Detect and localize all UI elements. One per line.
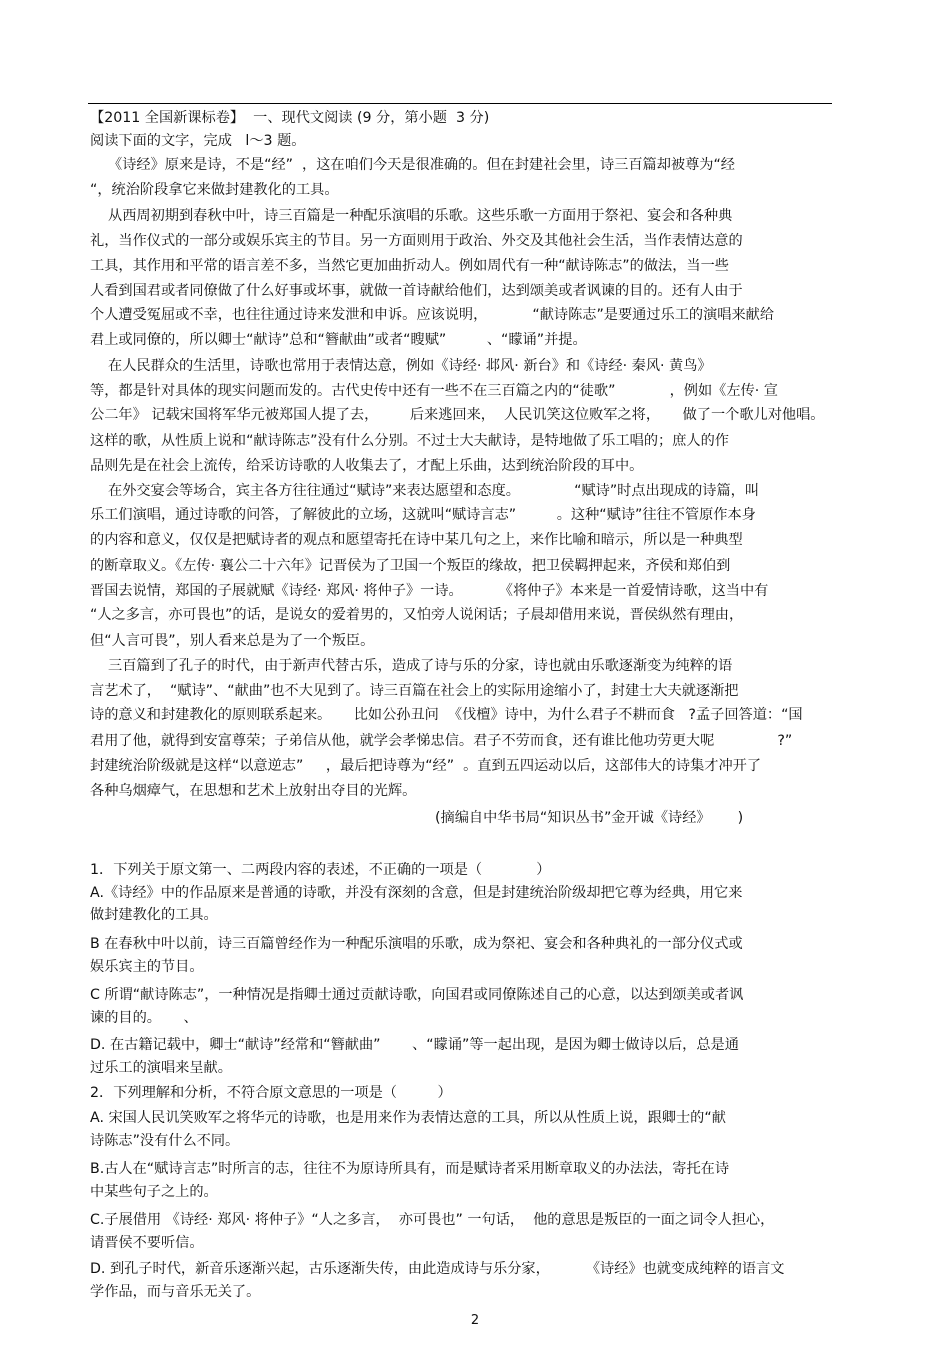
page-number: 2 xyxy=(470,1313,480,1328)
instruction-line: 阅读下面的文字，完成 l～3 题。 xyxy=(90,133,306,149)
passage-line: 君用了他，就得到安富尊荣；子弟信从他，就学会孝悌忠信。君子不劳而食，还有谁比他功劳更大呢 ?” xyxy=(90,733,793,749)
answer-option: 请晋侯不要听信。 xyxy=(90,1235,204,1251)
answer-option: 过乐工的演唱来呈献。 xyxy=(90,1060,232,1076)
passage-line: 各种乌烟瘴气，在思想和艺术上放射出夺目的光辉。 xyxy=(90,783,417,799)
answer-option: 中某些句子之上的。 xyxy=(90,1184,218,1200)
passage-line: 君上或同僚的，所以卿士“献诗”总和“簪献曲”或者“瞍赋” 、“矇诵”并提。 xyxy=(90,332,587,348)
answer-option: C 所谓“献诗陈志”，一种情况是指卿士通过贡献诗歌，向国君或同僚陈述自己的心意，以达到颂美或者讽 xyxy=(90,987,744,1003)
passage-line: “，统治阶段拿它来做封建教化的工具。 xyxy=(90,182,339,198)
passage-line: 但“人言可畏”，别人看来总是为了一个叛臣。 xyxy=(90,633,375,649)
question-stem: 2．下列理解和分析，不符合原文意思的一项是（ ） xyxy=(90,1085,452,1101)
passage-line: 言艺术了， “赋诗”、“献曲”也不大见到了。诗三百篇在社会上的实际用途缩小了，封建士大夫就逐渐把 xyxy=(90,683,739,699)
passage-line: 三百篇到了孔子的时代，由于新声代替古乐，造成了诗与乐的分家，诗也就由乐歌逐渐变为纯粹的语 xyxy=(90,658,733,674)
answer-option: B 在春秋中叶以前，诗三百篇曾经作为一种配乐演唱的乐歌，成为祭祀、宴会和各种典礼的一部分仪式或 xyxy=(90,936,743,952)
passage-line: 人看到国君或者同僚做了什么好事或坏事，就做一首诗献给他们，达到颂美或者讽谏的目的。还有人由于 xyxy=(90,283,743,299)
passage-line: 《诗经》原来是诗，不是“经” ，这在咱们今天是很准确的。但在封建社会里，诗三百篇却被尊为“经 xyxy=(90,157,735,173)
passage-line: 晋国去说情，郑国的子展就赋《诗经· 郑风· 将仲子》一诗。 《将仲子》本来是一首爱情诗歌，这当中有 xyxy=(90,583,769,599)
passage-line: 乐工们演唱，通过诗歌的问答，了解彼此的立场，这就叫“赋诗言志” 。这种“赋诗”往往不管原作本身 xyxy=(90,507,756,523)
answer-option: 娱乐宾主的节目。 xyxy=(90,959,204,975)
passage-line: 从西周初期到春秋中叶，诗三百篇是一种配乐演唱的乐歌。这些乐歌一方面用于祭祀、宴会和各种典 xyxy=(90,208,733,224)
passage-line: 封建统治阶级就是这样“以意逆志” ，最后把诗尊为“经” 。直到五四运动以后，这部伟大的诗集才冲开了 xyxy=(90,758,762,774)
passage-line: 的内容和意义，仅仅是把赋诗者的观点和愿望寄托在诗中某几句之上，来作比喻和暗示，所以是一种典型 xyxy=(90,532,743,548)
question-stem: 1．下列关于原文第一、二两段内容的表述，不正确的一项是（ ） xyxy=(90,862,551,878)
passage-line: 在外交宴会等场合，宾主各方往往通过“赋诗”来表达愿望和态度。 “赋诗”时点出现成的诗篇，叫 xyxy=(90,483,760,499)
answer-option: D. 到孔子时代，新音乐逐渐兴起，古乐逐渐失传，由此造成诗与乐分家， 《诗经》也就变成纯粹的语言文 xyxy=(90,1261,785,1277)
passage-line: 的断章取义。《左传· 襄公二十六年》记晋侯为了卫国一个叛臣的缘故，把卫侯羁押起来，齐侯和郑伯到 xyxy=(90,558,731,574)
answer-option: 做封建教化的工具。 xyxy=(90,907,218,923)
answer-option: A. 宋国人民讥笑败军之将华元的诗歌，也是用来作为表情达意的工具，所以从性质上说，跟卿士的“献 xyxy=(90,1110,726,1126)
exam-title-line: 【2011 全国新课标卷】 一、现代文阅读 (9 分，第小题 3 分) xyxy=(90,110,490,126)
passage-line: 在人民群众的生活里，诗歌也常用于表情达意，例如《诗经· 邶风· 新台》和《诗经· 秦风· 黄鸟》 xyxy=(90,358,712,374)
answer-option: C.子展借用 《诗经· 郑风· 将仲子》“人之多言， 亦可畏也” 一句话， 他的意思是叛臣的一面之词令人担心， xyxy=(90,1212,775,1228)
passage-line: 品则先是在社会上流传，给采访诗歌的人收集去了，才配上乐曲，达到统治阶段的耳中。 xyxy=(90,458,644,474)
answer-option: B.古人在“赋诗言志”时所言的志，往往不为原诗所具有，而是赋诗者采用断章取义的办法法，寄托在诗 xyxy=(90,1161,730,1177)
passage-line: 这样的歌，从性质上说和“献诗陈志”没有什么分别。不过士大夫献诗，是特地做了乐工唱的；庶人的作 xyxy=(90,433,729,449)
passage-line: 诗的意义和封建教化的原则联系起来。 比如公孙丑问 《伐檀》诗中，为什么君子不耕而食 ?孟子回答道：“国 xyxy=(90,707,803,723)
passage-line: 工具，其作用和平常的语言差不多，当然它更加曲折动人。例如周代有一种“献诗陈志”的做法，当一些 xyxy=(90,258,729,274)
passage-line: 等，都是针对具体的现实问题而发的。古代史传中还有一些不在三百篇之内的“徒歌” ，例如《左传· 宣 xyxy=(90,383,778,399)
passage-line: 个人遭受冤屈或不幸，也往往通过诗来发泄和申诉。应该说明， “献诗陈志”是要通过乐工的演唱来献给 xyxy=(90,307,775,323)
passage-line: “人之多言，亦可畏也”的话，是说女的爱着男的，又怕旁人说闲话；子晨却借用来说，晋侯纵然有理由， xyxy=(90,607,744,623)
passage-source: (摘编自中华书局“知识丛书”金开诚《诗经》 ) xyxy=(435,810,744,826)
passage-line: 公二年》 记载宋国将军华元被郑国人提了去， 后来逃回来， 人民讥笑这位败军之将， 做了一个歌儿对他唱。 xyxy=(90,407,825,423)
passage-line: 礼，当作仪式的一部分或娱乐宾主的节目。另一方面则用于政治、外交及其他社会生活，当作表情达意的 xyxy=(90,233,743,249)
answer-option: 学作品，而与音乐无关了。 xyxy=(90,1284,261,1300)
answer-option: 诗陈志”没有什么不同。 xyxy=(90,1133,240,1149)
answer-option: D. 在古籍记载中，卿士“献诗”经常和“簪献曲” 、“矇诵”等一起出现，是因为卿士做诗以后，总是通 xyxy=(90,1037,739,1053)
answer-option: A.《诗经》中的作品原来是普通的诗歌，并没有深刻的含意，但是封建统治阶级却把它尊为经典，用它来 xyxy=(90,885,743,901)
header-rule xyxy=(88,103,832,104)
answer-option: 谏的目的。 、 xyxy=(90,1010,198,1026)
